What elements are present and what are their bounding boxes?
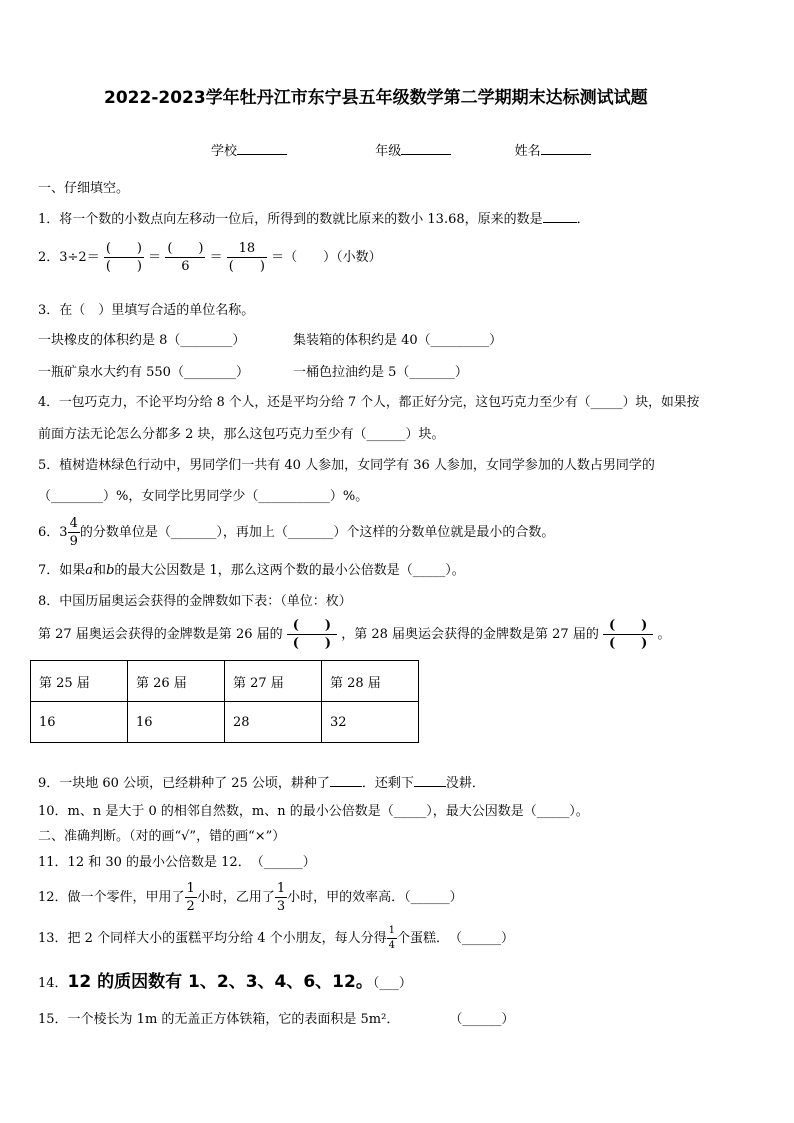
table-cell: 32 (322, 702, 419, 743)
table-header-cell: 第 28 届 (322, 661, 419, 702)
question-3d: 一桶色拉油约是 5（_______） (293, 365, 468, 380)
question-12: 12．做一个零件，甲用了 $\frac{1}{2}$ 小时，乙用了 $\frac{1}{3}$ 小时，甲的效率高．（______） (38, 881, 463, 914)
q2-fraction-3[interactable]: $\frac{18}{( )}$ (228, 241, 265, 274)
q2-fraction-2[interactable]: $\frac{( )}{6}$ (167, 241, 204, 274)
school-blank[interactable] (237, 142, 287, 155)
q8-fraction-2[interactable]: $\frac{( )}{( )}$ (603, 619, 653, 650)
medal-table (30, 660, 419, 743)
question-1: 1．将一个数的小数点向左移动一位后，所得到的数就比原来的数小 13.68，原来的数是 ． (38, 212, 590, 227)
q6-mixed-fraction: $\frac{4}{9}$ (69, 516, 78, 549)
question-6: 6．3 $\frac{4}{9}$ 的分数单位是（_______），再加上（_______）个这样的分数单位就是最小的合数。 (38, 516, 555, 549)
table-row (31, 702, 419, 743)
q2-fraction-1[interactable]: $\frac{( )}{( )}$ (105, 241, 143, 274)
page-title: 2022-2023学年牡丹江市东宁县五年级数学第二学期期末达标测试试题 (104, 88, 648, 108)
question-4-line-2: 前面方法无论怎么分都多 2 块，那么这包巧克力至少有（______）块。 (38, 427, 445, 442)
question-5-line-1: 5．植树造林绿色行动中，男同学们一共有 40 人参加，女同学有 36 人参加，女同学参加的人数占男同学的 (38, 458, 655, 473)
q12-fraction-2: $\frac{1}{3}$ (276, 881, 286, 914)
name-blank[interactable] (541, 142, 591, 155)
q1-blank[interactable] (543, 210, 577, 223)
question-3c: 一瓶矿泉水大约有 550（________） (38, 365, 249, 380)
header-fields (211, 142, 591, 158)
section-fill-heading: 一、仔细填空。 (38, 181, 130, 196)
question-7: 7．如果a和b的最大公因数是 1，那么这两个数的最小公倍数是（_____）。 (38, 563, 465, 578)
question-4-line-1: 4．一包巧克力，不论平均分给 8 个人，还是平均分给 7 个人，都正好分完，这包巧克力至少有（_____）块，如果按 (38, 395, 700, 410)
table-cell: 16 (128, 702, 225, 743)
question-14: 14．12 的质因数有 1、2、3、4、6、12。（___） (38, 972, 412, 992)
question-11: 11．12 和 30 的最小公倍数是 12． （______） (38, 855, 316, 870)
section-judge-heading: 二、准确判断。（对的画“√”，错的画“×”） (38, 829, 286, 844)
q8-fraction-1[interactable]: $\frac{( )}{( )}$ (287, 619, 337, 650)
question-2: 2．3÷2＝ $\frac{( )}{( )}$ ＝ $\frac{( )}{6}$ ＝ $\frac{18}{( )}$ ＝（ ）（小数） (38, 241, 382, 274)
grade-blank[interactable] (401, 142, 451, 155)
q9-blank-1[interactable] (330, 774, 362, 787)
question-9: 9．一块地 60 公顷，已经耕种了 25 公顷，耕种了 ．还剩下 没耕． (38, 776, 485, 791)
table-cell: 28 (225, 702, 322, 743)
table-cell: 16 (31, 702, 128, 743)
question-3a: 一块橡皮的体积约是 8（________） (38, 333, 246, 348)
question-8-stem: 8．中国历届奥运会获得的金牌数如下表：（单位：枚） (38, 594, 352, 609)
q9-blank-2[interactable] (414, 774, 446, 787)
question-10: 10．m、n 是大于 0 的相邻自然数，m、n 的最小公倍数是（_____），最大公因数是（_____）。 (38, 804, 589, 819)
question-3-stem: 3．在（ ）里填写合适的单位名称。 (38, 303, 255, 318)
table-row (31, 661, 419, 702)
table-header-cell: 第 26 届 (128, 661, 225, 702)
q13-fraction: $\frac{1}{4}$ (388, 925, 395, 951)
q12-fraction-1: $\frac{1}{2}$ (186, 881, 195, 914)
grade-label: 年级 (375, 144, 402, 159)
question-3b: 集装箱的体积约是 40（_________） (293, 333, 503, 348)
table-header-cell: 第 27 届 (225, 661, 322, 702)
school-label: 学校 (211, 144, 238, 159)
question-8-line: 第 27 届奥运会获得的金牌数是第 26 届的 $\frac{( )}{( )}$ ，第 28 届奥运会获得的金牌数是第 27 届的 $\frac{( )}{( )}$ 。 (38, 618, 671, 651)
question-15: 15．一个棱长为 1m 的无盖正方体铁箱，它的表面积是 5m²． （______） (38, 1012, 515, 1027)
name-label: 姓名 (514, 144, 541, 159)
table-header-cell: 第 25 届 (31, 661, 128, 702)
question-5-line-2: （________）%，女同学比男同学少（___________）%。 (38, 489, 369, 504)
question-13: 13．把 2 个同样大小的蛋糕平均分给 4 个小朋友，每人分得 $\frac{1}{4}$ 个蛋糕． （______） (38, 925, 515, 951)
